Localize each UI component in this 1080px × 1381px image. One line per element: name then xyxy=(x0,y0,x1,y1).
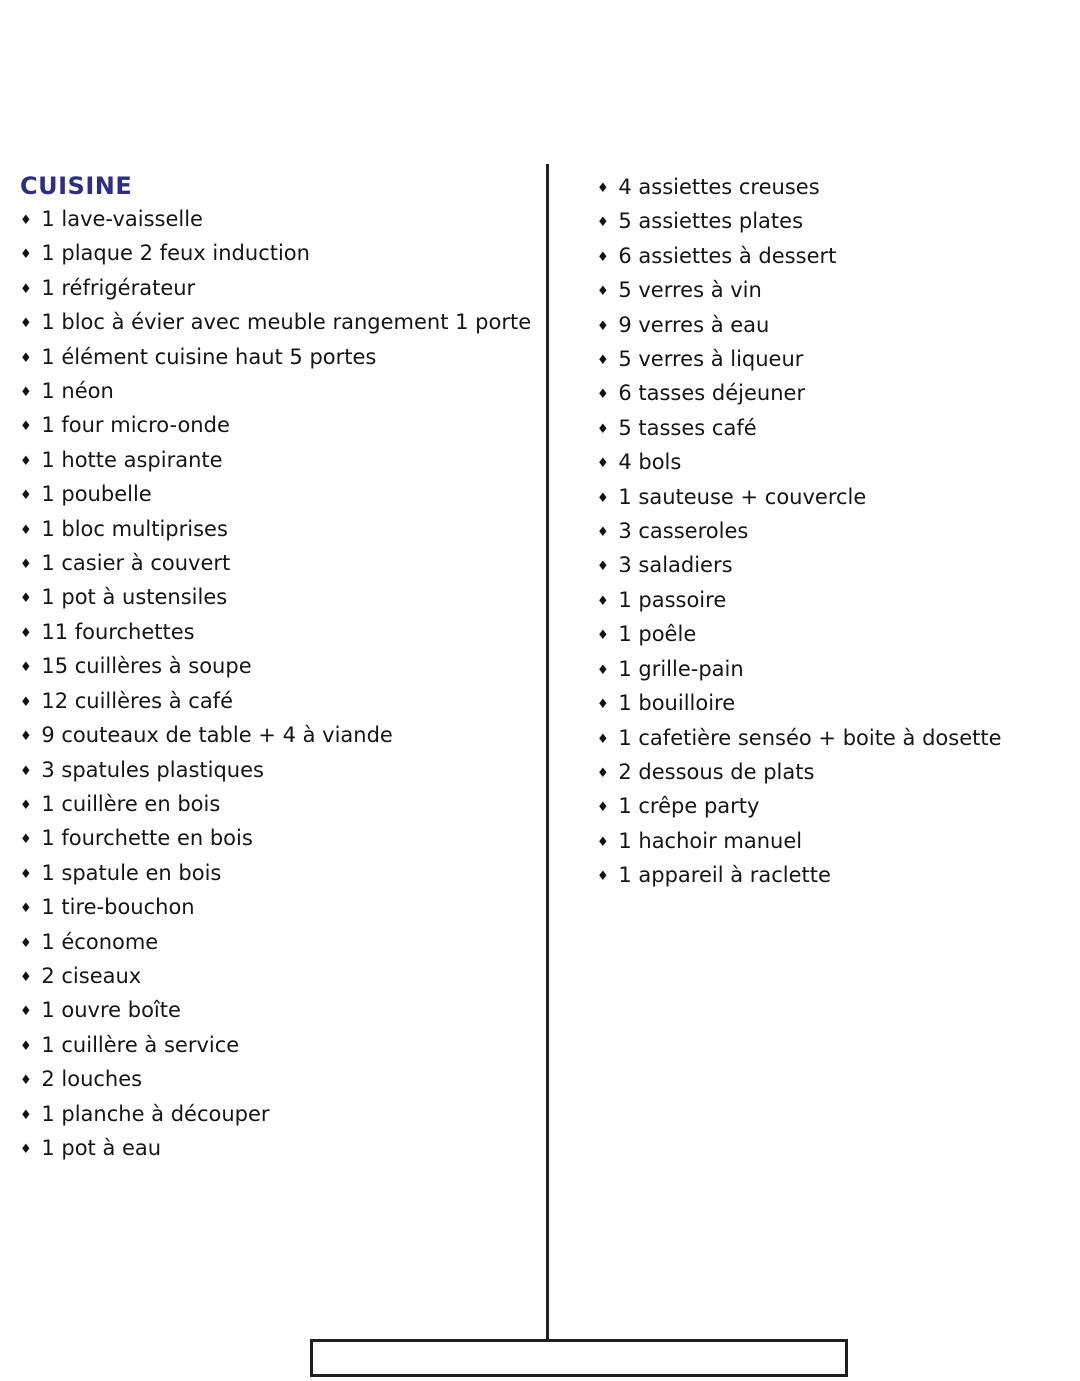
column-divider-line xyxy=(546,164,549,1339)
diamond-bullet-icon: ♦ xyxy=(20,901,32,917)
diamond-bullet-icon: ♦ xyxy=(20,281,32,297)
diamond-bullet-icon: ♦ xyxy=(20,1073,32,1089)
diamond-bullet-icon: ♦ xyxy=(20,729,32,745)
item-text: 1 cafetière senséo + boite à dosette xyxy=(618,725,1002,750)
list-item xyxy=(20,444,535,478)
diamond-bullet-icon: ♦ xyxy=(20,557,32,573)
list-item xyxy=(597,309,1067,343)
list-item xyxy=(20,375,535,409)
item-text: 1 bloc à évier avec meuble rangement 1 porte xyxy=(41,310,532,335)
list-item xyxy=(597,446,1067,480)
diamond-bullet-icon: ♦ xyxy=(20,522,32,538)
diamond-bullet-icon: ♦ xyxy=(20,1004,32,1020)
footer-box xyxy=(310,1339,848,1377)
diamond-bullet-icon: ♦ xyxy=(20,969,32,985)
diamond-bullet-icon: ♦ xyxy=(20,866,32,882)
list-item xyxy=(20,685,535,719)
item-text: 1 planche à découper xyxy=(41,1101,270,1126)
list-item xyxy=(20,891,535,925)
list-item xyxy=(20,581,535,615)
diamond-bullet-icon: ♦ xyxy=(20,247,32,263)
list-item xyxy=(20,237,535,271)
list-item xyxy=(597,825,1067,859)
list-item xyxy=(597,481,1067,515)
item-text: 3 spatules plastiques xyxy=(41,757,264,782)
left-column xyxy=(20,170,535,1166)
utensils-list xyxy=(20,547,535,1166)
list-item xyxy=(20,960,535,994)
list-item xyxy=(20,788,535,822)
item-text: 1 spatule en bois xyxy=(41,860,222,885)
diamond-bullet-icon: ♦ xyxy=(20,694,32,710)
list-item xyxy=(597,205,1067,239)
item-text: 1 économe xyxy=(41,929,159,954)
item-text: 1 bouilloire xyxy=(618,691,736,716)
diamond-bullet-icon: ♦ xyxy=(20,832,32,848)
list-item xyxy=(597,412,1067,446)
diamond-bullet-icon: ♦ xyxy=(20,419,32,435)
list-item xyxy=(20,754,535,788)
item-text: 1 poubelle xyxy=(41,482,152,507)
diamond-bullet-icon: ♦ xyxy=(597,421,609,437)
diamond-bullet-icon: ♦ xyxy=(597,765,609,781)
diamond-bullet-icon: ♦ xyxy=(597,249,609,265)
list-item xyxy=(597,618,1067,652)
list-item xyxy=(597,240,1067,274)
list-item xyxy=(20,857,535,891)
diamond-bullet-icon: ♦ xyxy=(597,628,609,644)
list-item xyxy=(20,547,535,581)
diamond-bullet-icon: ♦ xyxy=(597,869,609,885)
item-text: 1 réfrigérateur xyxy=(41,275,196,300)
item-text: 1 cuillère à service xyxy=(41,1032,240,1057)
diamond-bullet-icon: ♦ xyxy=(597,490,609,506)
item-text: 6 tasses déjeuner xyxy=(618,381,806,406)
list-item xyxy=(20,616,535,650)
item-text: 3 saladiers xyxy=(618,553,733,578)
item-text: 2 ciseaux xyxy=(41,963,142,988)
item-text: 5 verres à vin xyxy=(618,278,762,303)
appliances-list xyxy=(20,203,535,547)
item-text: 1 plaque 2 feux induction xyxy=(41,241,310,266)
diamond-bullet-icon: ♦ xyxy=(597,456,609,472)
item-text: 1 ouvre boîte xyxy=(41,998,181,1023)
item-text: 1 lave-vaisselle xyxy=(41,207,203,231)
item-text: 1 grille-pain xyxy=(618,656,744,681)
item-text: 12 cuillères à café xyxy=(41,688,233,713)
list-item xyxy=(597,722,1067,756)
diamond-bullet-icon: ♦ xyxy=(20,591,32,607)
list-item xyxy=(20,1029,535,1063)
list-item xyxy=(20,513,535,547)
list-item xyxy=(20,926,535,960)
list-item xyxy=(20,1098,535,1132)
list-item xyxy=(597,549,1067,583)
diamond-bullet-icon: ♦ xyxy=(20,1107,32,1123)
diamond-bullet-icon: ♦ xyxy=(597,834,609,850)
diamond-bullet-icon: ♦ xyxy=(597,525,609,541)
item-text: 1 tire-bouchon xyxy=(41,895,195,920)
item-text: 1 passoire xyxy=(618,587,727,612)
item-text: 6 assiettes à dessert xyxy=(618,243,837,268)
section-title: CUISINE xyxy=(20,172,133,200)
diamond-bullet-icon: ♦ xyxy=(597,800,609,816)
item-text: 2 louches xyxy=(41,1067,143,1092)
item-text: 4 assiettes creuses xyxy=(618,175,820,199)
diamond-bullet-icon: ♦ xyxy=(20,453,32,469)
diamond-bullet-icon: ♦ xyxy=(20,1141,32,1157)
diamond-bullet-icon: ♦ xyxy=(20,660,32,676)
item-text: 1 four micro-onde xyxy=(41,413,230,438)
diamond-bullet-icon: ♦ xyxy=(20,1038,32,1054)
list-item xyxy=(20,272,535,306)
item-text: 1 élément cuisine haut 5 portes xyxy=(41,344,377,369)
list-item xyxy=(597,343,1067,377)
tableware-list xyxy=(597,171,1067,481)
list-item xyxy=(597,377,1067,411)
diamond-bullet-icon: ♦ xyxy=(20,488,32,504)
list-item xyxy=(597,653,1067,687)
diamond-bullet-icon: ♦ xyxy=(597,593,609,609)
diamond-bullet-icon: ♦ xyxy=(20,797,32,813)
list-item xyxy=(597,274,1067,308)
list-item xyxy=(20,409,535,443)
list-item xyxy=(20,306,535,340)
diamond-bullet-icon: ♦ xyxy=(597,215,609,231)
item-text: 9 verres à eau xyxy=(618,312,770,337)
diamond-bullet-icon: ♦ xyxy=(20,350,32,366)
list-item xyxy=(20,341,535,375)
item-text: 3 casseroles xyxy=(618,519,749,544)
list-item xyxy=(20,822,535,856)
list-item xyxy=(597,790,1067,824)
diamond-bullet-icon: ♦ xyxy=(20,385,32,401)
item-text: 5 verres à liqueur xyxy=(618,347,804,372)
item-text: 1 hotte aspirante xyxy=(41,447,223,472)
list-item xyxy=(20,478,535,512)
right-column xyxy=(597,171,1067,894)
list-item xyxy=(597,687,1067,721)
item-text: 1 crêpe party xyxy=(618,794,760,819)
list-item xyxy=(597,859,1067,893)
diamond-bullet-icon: ♦ xyxy=(20,316,32,332)
item-text: 1 pot à ustensiles xyxy=(41,585,228,610)
list-item xyxy=(597,756,1067,790)
item-text: 11 fourchettes xyxy=(41,619,195,644)
item-text: 1 hachoir manuel xyxy=(618,828,803,853)
diamond-bullet-icon: ♦ xyxy=(20,935,32,951)
item-text: 1 bloc multiprises xyxy=(41,516,228,541)
list-item xyxy=(20,1132,535,1166)
item-text: 2 dessous de plats xyxy=(618,759,815,784)
item-text: 1 appareil à raclette xyxy=(618,863,831,888)
diamond-bullet-icon: ♦ xyxy=(20,763,32,779)
item-text: 15 cuillères à soupe xyxy=(41,654,252,679)
diamond-bullet-icon: ♦ xyxy=(597,318,609,334)
diamond-bullet-icon: ♦ xyxy=(597,284,609,300)
list-item xyxy=(20,1063,535,1097)
list-item xyxy=(597,584,1067,618)
list-item xyxy=(20,650,535,684)
diamond-bullet-icon: ♦ xyxy=(597,731,609,747)
list-item xyxy=(20,994,535,1028)
item-text: 1 néon xyxy=(41,379,114,404)
diamond-bullet-icon: ♦ xyxy=(597,353,609,369)
item-text: 5 assiettes plates xyxy=(618,209,804,234)
list-item xyxy=(20,203,535,237)
item-text: 1 sauteuse + couvercle xyxy=(618,484,867,509)
item-text: 1 pot à eau xyxy=(41,1135,162,1160)
cookware-list xyxy=(597,481,1067,894)
item-text: 9 couteaux de table + 4 à viande xyxy=(41,723,393,748)
diamond-bullet-icon: ♦ xyxy=(597,662,609,678)
item-text: 1 fourchette en bois xyxy=(41,826,253,851)
diamond-bullet-icon: ♦ xyxy=(597,181,609,196)
diamond-bullet-icon: ♦ xyxy=(597,697,609,713)
item-text: 1 casier à couvert xyxy=(41,551,231,576)
list-item xyxy=(20,719,535,753)
diamond-bullet-icon: ♦ xyxy=(597,387,609,403)
item-text: 1 poêle xyxy=(618,622,697,647)
diamond-bullet-icon: ♦ xyxy=(597,559,609,575)
item-text: 1 cuillère en bois xyxy=(41,791,221,816)
item-text: 5 tasses café xyxy=(618,415,757,440)
list-item xyxy=(597,515,1067,549)
diamond-bullet-icon: ♦ xyxy=(20,213,32,228)
diamond-bullet-icon: ♦ xyxy=(20,625,32,641)
item-text: 4 bols xyxy=(618,450,682,475)
list-item xyxy=(597,171,1067,205)
